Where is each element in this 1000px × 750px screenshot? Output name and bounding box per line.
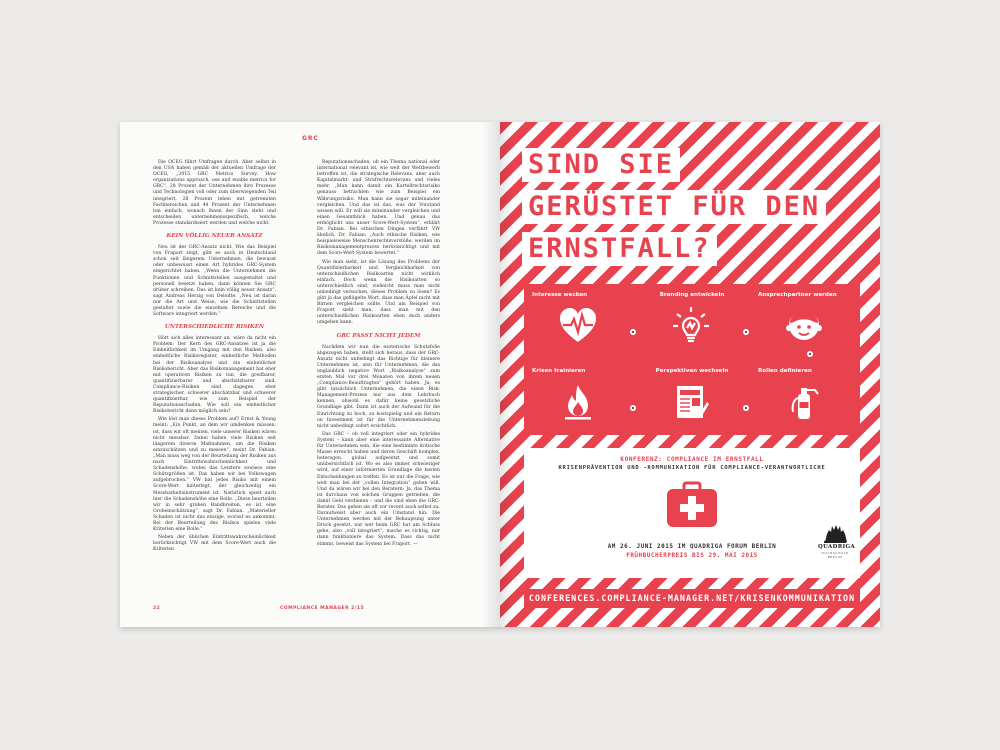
step-label: Krisen trainieren [532,368,586,374]
step-branding [637,284,747,359]
paragraph: Wie man sieht, ist die Lösung des Problems der Quantifizierbarkeit und Vergleichbarkeit von unterschiedlichen Risikoarten nicht wirklich einfach. Doch wenn die Risikoarten so unterschiedlich sind, vielleicht muss man nicht unbedingt versuchen, dieses Problem zu lösen? Es gibt ja das geflügelte Wort, dass man Äpfel nicht mit Birnen vergleichen sollte. Und am Beispiel von Fraport sieht man, dass man mit den unterschiedlichen Risikoarten eben doch anders umgehen kann. [317,259,440,326]
connector-dot [807,351,813,357]
conference-panel [524,448,860,578]
step-perspectives [637,360,747,435]
quadriga-logo [818,524,856,560]
headline-line: GERÜSTET FÜR DEN [522,190,826,224]
conference-url: CONFERENCES.COMPLIANCE-MANAGER.NET/KRISENKOMMUNIKATION [524,589,860,608]
subheading: KEIN VÖLLIG NEUER ANSATZ [166,233,263,240]
heartbeat-icon [558,306,598,346]
paragraph: Das GRC – ob voll integriert oder ein hybrides System – kann aber eine interessante Alternative für Unternehmen sein, die eine bestimmte kritische Masse erreicht haben und deren Geschäft komplex, heterogen, global aufgesetzt und somit unübersichtlich ist. Wo es also immer schwieriger wird, auf einer informierten Grundlage die besten Entscheidungen zu treffen. Es ist nur die Frage, wie weit man bei der „vollen Integration“ gehen will. Und da wären wir bei den Beratern: Ja, das Thema ist durchaus von solchen Gruppen getrieben, die damit Geld verdienen – und die sind eben die GRC-Berater. Das gehen sie oft vor recent auch selbst zu. Daraufweist aber auch ein Umstand hin: Die Unternehmen werden mit der Behauptung unter Druck gesetzt, nur wer beim GRC hat am Schluss gehe, also „voll integriert“, mache es richtig, nur dann funktioniere das System. Dass das nicht stimmt, beweist das System bei Fraport. — [317,431,440,547]
extinguisher-icon [784,382,824,422]
paragraph: Wie löst man dieses Problem auf? Ernst & Young meint: „Ein Punkt, an dem wir umdenken müssen, ist, dass wir oft meinen, viele unserer Risiken wären nicht messbar. Dabei haben viele Risiken seit längerem diverse Maßnahmen, um die Risiken einzuschätzen und zu messen“, meint Dr. Fabian. „Man muss weg von der Beurteilung der Risiken aus nach Eintrittswahrscheinlichkeit und Schadenshöhe, wobei das Letztere sowieso eine Schätzgrößen ist. Das haben wir bei Volkswagen aufgebrochen.“ VW hat jedes Risiko mit einem Score-Wert hinterlegt, der gleichzeitig ein Messbarkeitsinstrument ist. Natürlich spielt auch hier die Schadenshöhe eine Rolle. „Diese beurteilen wir in sehr groben Bandbreiten, es ist eine Grobeinschätzung“, sagt Dr. Fabian. „Materieller Schaden ist nicht das einzige, worauf es ankommt. Bei der Beurteilung des Risikos spielen viele Kriterien eine Rolle.“ [153,417,276,533]
connector-dot [743,329,749,335]
paragraph: Nachdem wir nun die esoterische Schutzfolie abgezogen haben, stellt sich heraus, dass der GRC-Ansatz nicht unbedingt das Richtige für kleinere Unternehmen ist, also für Unternehmen, die das unglaublich negative Wort „Risikoanalyse“ zum ersten Mal vor drei Monaten von ihrem neuen „Compliance-Beauftragten“ gehört haben. Ja, es gibt tatsächlich Unternehmen, die einen Risk-Management-Prozess nur aus dem Lehrbuch kennen, obwohl es dafür keine gesetzliche Grundlage gibt. Dann ist auch der Aufwand für die Einrichtung zu hoch, zu kostspielig und ein Return on Investment ist für die Unternehmensleitung nicht unbedingt sofort ersichtlich. [317,344,440,429]
magazine-spread [120,122,880,627]
step-label: Rollen definieren [758,368,812,374]
article-page [120,122,500,627]
paragraph: Reputationsschaden, ob ein Thema national oder international relevant ist, wie weit der Wettbewerb betroffen ist, die strategische Relevanz, aber auch Kapitalmarkt- und Strafrechtsrelevanz und vieles mehr. „Man kann damit ein Kartellrechtsrisiko genauso betrachten wie zum Beispiel ein Währungsrisiko. Man kann sie sogar miteinander vergleichen. Und das ist das, was der Vorstand wissen will. Er will sie miteinander vergleichen und einen Gesamtblick haben. Und genau das ermöglicht uns unser Score-Wert-System“, erklärt Dr. Fabian. Bei ethischen Dingen verfährt VW ähnlich. Dr. Fabian: „Auch ethische Risiken, wie beispielsweise Menschenrechtsverstöße, werden im Risikomanagementprozess berücksichtigt und mit dem Score-Wert-System bewertet.“ [317,160,440,257]
paragraph: Neben der üblichen Eintrittswahrscheinlichkeit berücksichtigt VW mit dem Score-Wert auch die Kriterien [153,535,276,553]
headline-line: ERNSTFALL? [522,232,717,266]
paragraph: Die OCEG führt Umfragen durch. Aber selbst in den USA haben gemäß der aktuellen Umfrage der OCEG, „2015 GRC Metrics Survey. How organizations approach, use and enable metrics for GRC“, 28 Prozent der Unternehmen ihre Prozesse und Technologien voll oder zum überwiegenden Teil integriert, 28 Prozent leben mit getrennten Fachbereichen und 44 Prozent der Unternehmen tun einfach, wonach ihnen der Sinn steht und entscheiden unternehmensspezifisch, welche Prozesse standardisiert werden und welche nicht. [153,160,276,226]
person-icon [784,306,824,346]
ad-headline [522,148,852,274]
lightbulb-icon [671,306,711,346]
connector-dot [630,405,636,411]
headline-line: SIND SIE [522,148,680,182]
page-number: 22 [153,606,161,611]
step-label: Perspektiven wechseln [655,368,729,374]
step-roles [750,360,860,435]
conference-title: KONFERENZ: COMPLIANCE IM ERNSTFALL [620,456,764,463]
quadriga-horses-icon [818,524,852,544]
step-interest [524,284,634,359]
step-contact [750,284,860,359]
fire-icon [558,382,598,422]
paragraph: Neu ist der GRC-Ansatz nicht. Wie das Beispiel von Fraport zeigt, gibt es auch in Deutschland schon seit längerem Unternehmen, die bewusst oder unbewusst einen Art hybrides GRC-System eingerichtet haben. „Wenn die Unternehmen die Funktionen und Schnittstellen ausgestaltet und personell besetzt haben, dann können Sie GRC drüber schreiben. Das ist kein völlig neuer Ansatz“, sagt Andreas Herzig von Deloitte. „Neu ist daran nur die Art und Weise, wie die Schnittstellen gestaltet sowie die einzelnen Bereiche und die Software integriert werden.“ [153,245,276,318]
first-aid-kit-icon [666,481,718,529]
subheading: UNTERSCHIEDLICHE RISIKEN [164,324,265,331]
newspaper-icon [671,382,711,422]
logo-wordmark: QUADRIGA [818,544,856,550]
conference-subtitle: KRISENPRÄVENTION UND -KOMMUNIKATION FÜR COMPLIANCE-VERANTWORTLICHE [558,465,826,471]
early-bird-price: FRÜHBUCHERPREIS BIS 29. MAI 2015 [626,552,758,559]
running-footer: COMPLIANCE MANAGER 2/15 [280,606,365,611]
section-tag: GRC [302,135,319,142]
step-training [524,360,634,435]
article-column-2 [317,160,440,550]
event-date: AM 26. JUNI 2015 IM QUADRIGA FORUM BERLIN [607,543,777,550]
article-column-1 [153,160,276,555]
paragraph: Hört sich alles interessant an, wäre da nicht ein Problem: Der Kern des GRC-Ansatzes ist ja die Einheitlichkeit im Umgang mit den Risiken, also einheitliche Risikoregister, einheitliche Methoden bei der Risikoanalyse und ein einheitlicher Risikobericht. Aber das Risikomanagement hat eher mit operativen Risiken zu tun, die greifbarer, quantifizierbarer und abschätzbarer sind. Compliance-Risiken sind dagegen eher strategischer, schwerer abschätzbar und schwerer quantifizierbar, wie zum Beispiel der Reputationsschaden. Wie soll ein einheitlicher Risikobericht dann möglich sein? [153,336,276,415]
step-label: Branding entwickeln [659,292,725,298]
step-label: Ansprechpartner werden [758,292,837,298]
step-label: Interesse wecken [532,292,588,298]
steps-grid [524,284,860,435]
subheading: GRC PASST NICHT JEDEM [336,332,421,339]
connector-dot [743,405,749,411]
advertisement-page [500,122,880,627]
connector-dot [630,329,636,335]
logo-subline: HOCHSCHULE BERLIN [821,551,849,559]
